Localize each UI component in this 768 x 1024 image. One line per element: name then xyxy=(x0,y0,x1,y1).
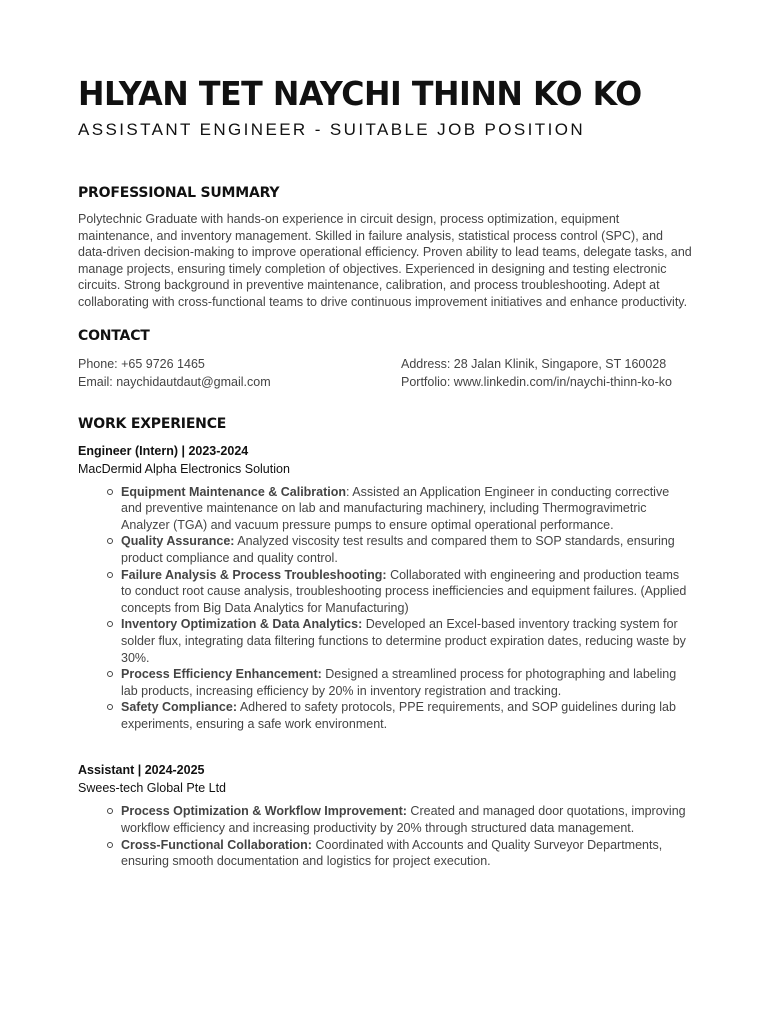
contact-email: Email: naychidautdaut@gmail.com xyxy=(78,374,271,389)
bullet-text: Created and managed door quotations, improving workflow efficiency and increasing productivity by 20% through structured data management. xyxy=(121,804,686,836)
list-item xyxy=(121,666,692,699)
bullet-label: Equipment Maintenance & Calibration xyxy=(121,484,347,499)
circle-bullet-icon xyxy=(107,808,113,814)
job-responsibilities xyxy=(78,484,692,733)
list-item xyxy=(121,533,692,566)
job-company: MacDermid Alpha Electronics Solution xyxy=(78,461,290,476)
bullet-text: Coordinated with Accounts and Quality Surveyor Departments, ensuring smooth documentation and logistics for project execution. xyxy=(121,837,663,869)
bullet-text: Developed an Excel-based inventory tracking system for solder flux, integrating data filtering functions to determine product expiration dates, reducing waste by 30%. xyxy=(121,617,686,665)
bullet-text: Assisted an Application Engineer in conducting corrective and preventive maintenance on lab and manufacturing machinery, including Thermogravimetric Analyzer (TGA) and vacuum pressure pumps to ensure optimal operational performance. xyxy=(121,484,670,532)
job-entry xyxy=(78,443,692,733)
job-entry xyxy=(78,762,692,869)
work-experience-heading: WORK EXPERIENCE xyxy=(78,415,227,432)
bullet-text: Collaborated with engineering and production teams to conduct root cause analysis, troubleshooting process inefficiencies and equipment failures. (Applied concepts from Big Data Analytics for Manufacturing) xyxy=(121,567,687,615)
contact-details xyxy=(78,355,692,391)
list-item xyxy=(121,699,692,732)
bullet-text: Adhered to safety protocols, PPE requirements, and SOP guidelines during lab experiments, ensuring a safe work environment. xyxy=(121,700,676,731)
circle-bullet-icon xyxy=(107,621,113,627)
circle-bullet-icon xyxy=(107,704,113,710)
contact-address: Address: 28 Jalan Klinik, Singapore, ST 160028 xyxy=(401,356,667,371)
bullet-label: Process Optimization & Workflow Improvement: xyxy=(121,804,407,819)
bullet-label: Inventory Optimization & Data Analytics: xyxy=(121,617,363,632)
job-responsibilities xyxy=(78,803,692,869)
candidate-name: HLYAN TET NAYCHI THINN KO KO xyxy=(78,74,642,113)
job-position-subtitle: ASSISTANT ENGINEER - SUITABLE JOB POSITION xyxy=(78,120,585,139)
list-item xyxy=(121,567,692,617)
contact-heading: CONTACT xyxy=(78,327,150,344)
list-item xyxy=(121,803,692,836)
job-title: Engineer (Intern) | 2023-2024 xyxy=(78,443,249,458)
bullet-label: Cross-Functional Collaboration: xyxy=(121,837,312,852)
circle-bullet-icon xyxy=(107,489,113,495)
contact-portfolio: Portfolio: www.linkedin.com/in/naychi-thinn-ko-ko xyxy=(401,374,672,389)
job-title: Assistant | 2024-2025 xyxy=(78,763,205,778)
circle-bullet-icon xyxy=(107,671,113,677)
professional-summary-text: Polytechnic Graduate with hands-on experience in circuit design, process optimization, equipment maintenance, and inventory management. Skilled in failure analysis, statistical process control (SPC), and data-driven decision-making to improve operational efficiency. Proven ability to lead teams, delegate tasks, and manage projects, ensuring timely completion of objectives. Experienced in designing and testing electronic circuits. Strong background in preventive maintenance, calibration, and process troubleshooting. Adept at collaborating with cross-functional teams to drive continuous improvement initiatives and enhance productivity. xyxy=(78,212,692,309)
contact-phone: Phone: +65 9726 1465 xyxy=(78,356,205,371)
bullet-text: Designed a streamlined process for photographing and labeling lab products, increasing efficiency by 20% in inventory registration and tracking. xyxy=(121,667,677,698)
circle-bullet-icon xyxy=(107,572,113,578)
bullet-label: Failure Analysis & Process Troubleshooting: xyxy=(121,567,387,582)
bullet-text: Analyzed viscosity test results and compared them to SOP standards, ensuring product compliance and quality control. xyxy=(121,534,675,565)
bullet-label: Process Efficiency Enhancement: xyxy=(121,667,322,682)
circle-bullet-icon xyxy=(107,538,113,544)
bullet-label: Safety Compliance: xyxy=(121,700,238,715)
list-item: Equipment Maintenance & Calibration: Assisted an Application Engineer in conducting corrective and preventive maintenance on lab and manufacturing machinery, including Thermogravimetric Analyzer (TGA) and vacuum pressure pumps to ensure optimal operational performance. xyxy=(121,484,692,534)
list-item xyxy=(121,837,692,870)
circle-bullet-icon xyxy=(107,842,113,848)
list-item xyxy=(121,616,692,666)
professional-summary-heading: PROFESSIONAL SUMMARY xyxy=(78,185,280,201)
job-company: Swees-tech Global Pte Ltd xyxy=(78,781,226,796)
bullet-label: Quality Assurance: xyxy=(121,534,235,549)
